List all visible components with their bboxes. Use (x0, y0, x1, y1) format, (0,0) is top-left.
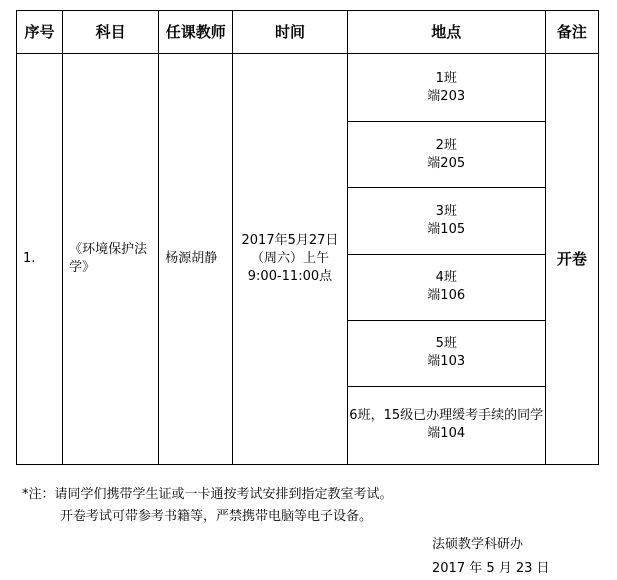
issue-date: 2017 年 5 月 23 日 (432, 561, 550, 576)
location-class: 2班 (435, 137, 457, 153)
exam-schedule-table (16, 10, 599, 465)
location-class: 4班 (435, 270, 457, 286)
location-cell (347, 254, 545, 320)
location-class: 1班 (435, 70, 457, 86)
location-room: 端205 (427, 155, 466, 171)
note-line-2: 开卷考试可带参考书籍等，严禁携带电脑等电子设备。 (60, 509, 373, 524)
header-subject: 科目 (63, 11, 159, 54)
header-teacher: 任课教师 (159, 11, 233, 54)
row-subject: 《环境保护法学》 (63, 54, 159, 465)
location-room: 端106 (427, 288, 466, 304)
header-location: 地点 (347, 11, 545, 54)
location-class: 3班 (435, 203, 457, 219)
location-room: 端203 (427, 88, 466, 104)
row-time: 2017年5月27日（周六）上午 9:00-11:00点 (233, 54, 347, 465)
header-row (17, 11, 599, 54)
location-room: 端105 (427, 221, 466, 237)
location-cell (347, 386, 545, 464)
location-room: 端103 (427, 354, 466, 370)
header-seq: 序号 (17, 11, 63, 54)
row-seq: 1. (17, 54, 63, 465)
location-class: 5班 (435, 336, 457, 352)
location-cell (347, 320, 545, 386)
header-remark: 备注 (545, 11, 598, 54)
note-line-1: *注：请同学们携带学生证或一卡通按考试安排到指定教室考试。 (22, 487, 393, 502)
issuer: 法硕教学科研办 (432, 537, 524, 552)
location-class: 6班，15级已办理缓考手续的同学 (349, 408, 544, 424)
location-cell (347, 188, 545, 254)
header-time: 时间 (233, 11, 347, 54)
location-cell (347, 122, 545, 188)
location-room: 端104 (427, 426, 466, 442)
location-cell (347, 54, 545, 122)
row-remark: 开卷 (545, 54, 598, 465)
table-row (17, 54, 599, 122)
row-teacher: 杨源胡静 (159, 54, 233, 465)
